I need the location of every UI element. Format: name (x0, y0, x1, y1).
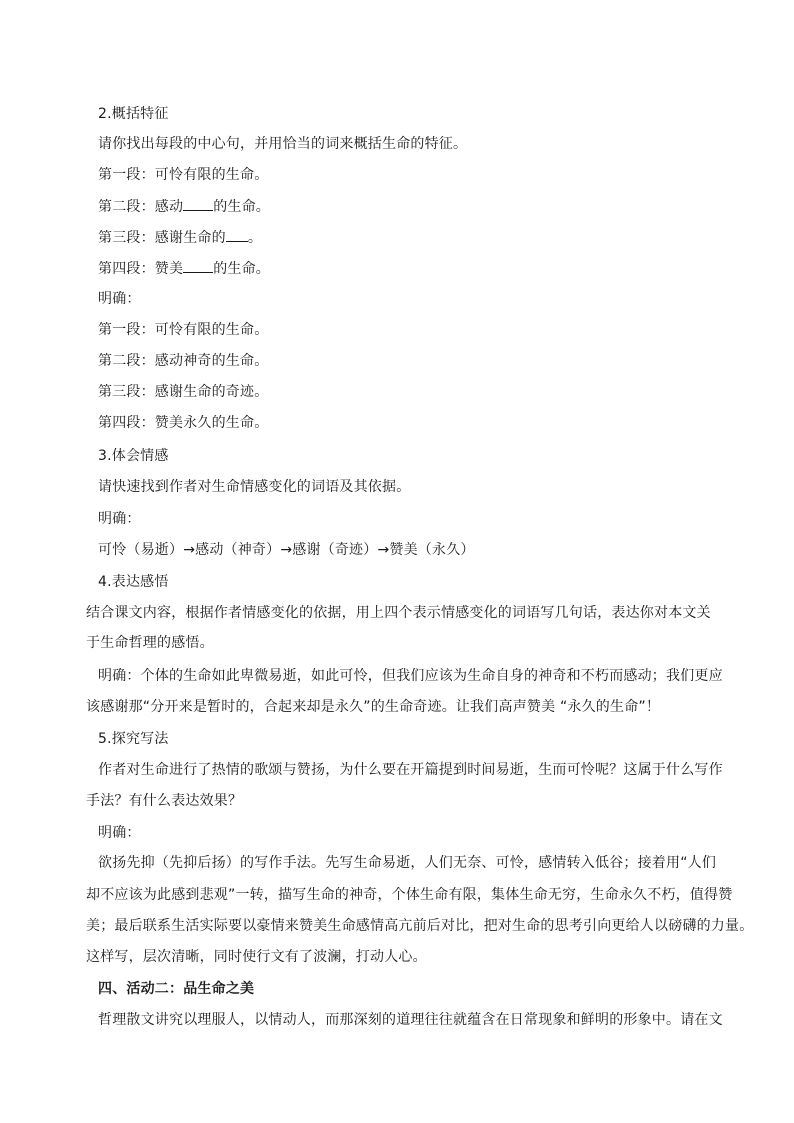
activity-2-heading: 四、活动二：品生命之美 (98, 981, 255, 997)
answer-line-3: 第三段：感谢生命的奇迹。 (98, 384, 269, 400)
question-line-4 (98, 258, 738, 279)
section-5-answer-line-1: 欲扬先抑（先抑后扬）的写作手法。先写生命易逝，人们无奈、可怜，感情转入低谷；接着用“人们 (98, 855, 717, 871)
section-5-prompt-line-2: 手法？有什么表达效果？ (86, 793, 243, 809)
section-3-answer-label: 明确： (98, 511, 141, 527)
fill-in-blank (226, 227, 248, 242)
section-5-heading: 5.探究写法 (98, 731, 169, 747)
answer-line-4: 第四段：赞美永久的生命。 (98, 415, 269, 431)
question-line-2 (98, 196, 738, 217)
section-3-answer: 可怜（易逝）→感动（神奇）→感谢（奇迹）→赞美（永久） (98, 542, 475, 558)
question-line-4-suffix: 的生命。 (213, 261, 271, 277)
section-5-answer-line-4: 这样写，层次清晰，同时使行文有了波澜，打动人心。 (86, 949, 427, 965)
question-line-3 (98, 227, 738, 248)
section-5-answer-line-2: 却不应该为此感到悲观”一转，描写生命的神奇，个体生命有限，集体生命无穷，生命永久不朽，值得赞 (86, 887, 733, 903)
section-4-answer-line-2: 该感谢那“分开来是暂时的，合起来却是永久”的生命奇迹。让我们高声赞美 “永久的生命”！ (86, 699, 661, 715)
question-line-3-prefix: 第三段：感谢生命的 (98, 230, 226, 246)
fill-in-blank (183, 258, 213, 273)
section-4-prompt-line-2: 于生命哲理的感悟。 (86, 635, 214, 651)
section-5-answer-line-3: 美；最后联系生活实际要以豪情来赞美生命感情高亢前后对比，把对生命的思考引向更给人以磅礴的力量。 (86, 918, 754, 934)
question-line-4-prefix: 第四段：赞美 (98, 261, 184, 277)
answer-label: 明确： (98, 291, 141, 307)
activity-2-intro-line-1: 哲理散文讲究以理服人，以情动人，而那深刻的道理往往就蕴含在日常现象和鲜明的形象中。请在文 (98, 1012, 723, 1028)
fill-in-blank (183, 196, 213, 211)
question-line-3-suffix: 。 (247, 230, 263, 246)
section-4-answer-line-1: 明确：个体的生命如此卑微易逝，如此可怜，但我们应该为生命自身的神奇和不朽而感动；我们更应 (98, 668, 723, 684)
question-line-1: 第一段：可怜有限的生命。 (98, 167, 269, 183)
question-line-2-suffix: 的生命。 (213, 199, 271, 215)
section-2-heading: 2.概括特征 (98, 106, 169, 122)
section-5-answer-label: 明确： (98, 825, 141, 841)
section-4-prompt-line-1: 结合课文内容，根据作者情感变化的依据，用上四个表示情感变化的词语写几句话，表达你对本文关 (86, 605, 711, 621)
answer-line-2: 第二段：感动神奇的生命。 (98, 353, 269, 369)
section-3-heading: 3.体会情感 (98, 448, 169, 464)
section-4-heading: 4.表达感悟 (98, 574, 169, 590)
section-5-prompt-line-1: 作者对生命进行了热情的歌颂与赞扬，为什么要在开篇提到时间易逝，生而可怜呢？这属于什么写作 (98, 762, 723, 778)
question-line-2-prefix: 第二段：感动 (98, 199, 184, 215)
section-2-prompt: 请你找出每段的中心句，并用恰当的词来概括生命的特征。 (98, 136, 468, 152)
section-3-prompt: 请快速找到作者对生命情感变化的词语及其依据。 (98, 479, 411, 495)
answer-line-1: 第一段：可怜有限的生命。 (98, 322, 269, 338)
